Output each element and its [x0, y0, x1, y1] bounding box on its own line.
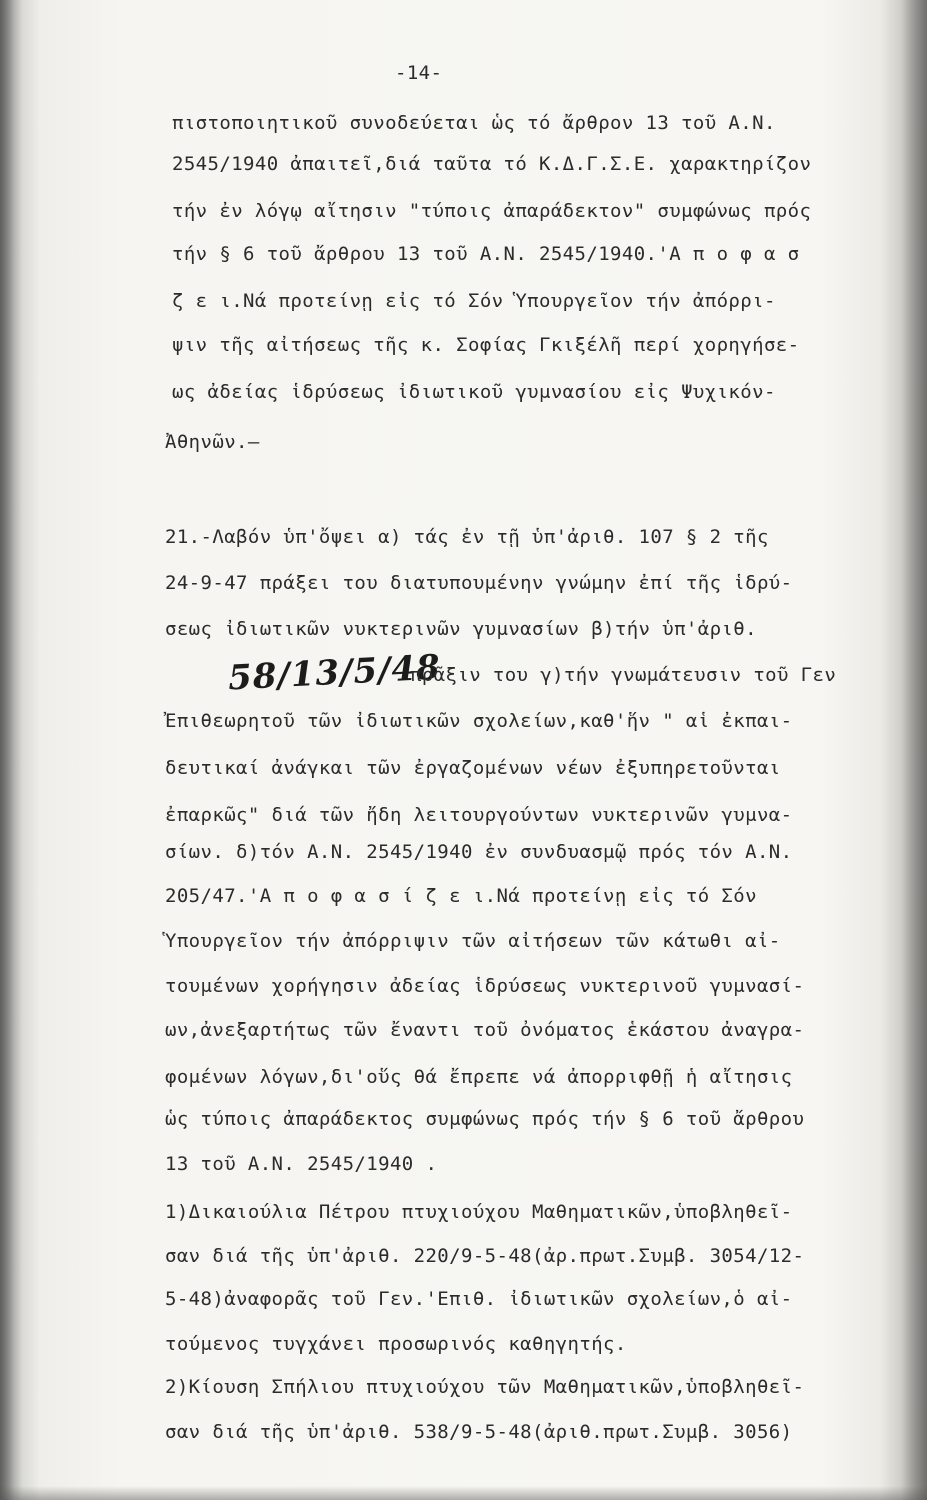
text-line-21: φομένων λόγων,δι'οὕς θά ἔπρεπε νά ἀπορριφθῇ ἡ αἴτησις [165, 1066, 793, 1088]
page-number: -14- [395, 62, 443, 84]
text-line-22: ὡς τύποις ἀπαράδεκτος συμφώνως πρός τήν § 6 τοῦ ἄρθρου [165, 1108, 805, 1130]
text-line-6: ψιν τῆς αἰτήσεως τῆς κ. Σοφίας Γκιξέλῆ περί χορηγήσε- [172, 334, 800, 356]
text-line-16: σίων. δ)τόν Α.Ν. 2545/1940 ἐν συνδυασμῷ πρός τόν Α.Ν. [165, 841, 793, 863]
text-line-26: 5-48)ἀναφορᾶς τοῦ Γεν.'Επιθ. ἰδιωτικῶν σχολείων,ὁ αἰ- [165, 1288, 793, 1310]
text-line-3: τήν ἐν λόγῳ αἴτησιν "τύποις ἀπαράδεκτον" συμφώνως πρός [172, 200, 812, 222]
text-line-19: τουμένων χορήγησιν ἀδείας ἱδρύσεως νυκτερινοῦ γυμνασί- [165, 975, 805, 997]
text-line-1: πιστοποιητικοῦ συνοδεύεται ὡς τό ἄρθρον 13 τοῦ Α.Ν. [172, 112, 776, 134]
text-line-2: 2545/1940 ἀπαιτεῖ,διά ταῦτα τό Κ.Δ.Γ.Σ.Ε. χαρακτηρίζον [172, 153, 812, 175]
text-line-10: 24-9-47 πράξει του διατυπουμένην γνώμην ἐπί τῆς ἱδρύ- [165, 572, 793, 594]
text-line-13: Ἐπιθεωρητοῦ τῶν ἰδιωτικῶν σχολείων,καθ'ἥν " αἱ ἐκπαι- [165, 710, 793, 732]
text-line-14: δευτικαί ἀνάγκαι τῶν ἐργαζομένων νέων ἐξυπηρετοῦνται [165, 757, 781, 779]
scan-shadow-left [0, 0, 22, 1500]
text-line-23: 13 τοῦ Α.Ν. 2545/1940 . [165, 1153, 438, 1175]
scan-shadow-bottom [0, 1486, 927, 1500]
text-line-27: τούμενος τυγχάνει προσωρινός καθηγητής. [165, 1333, 627, 1355]
text-line-25: σαν διά τῆς ὑπ'ἀριθ. 220/9-5-48(ἀρ.πρωτ.Συμβ. 3054/12- [165, 1245, 805, 1267]
text-line-4: τήν § 6 τοῦ ἄρθρου 13 τοῦ Α.Ν. 2545/1940.'Α π ο φ α σ [172, 243, 800, 265]
text-line-24: 1)Δικαιούλια Πέτρου πτυχιούχου Μαθηματικῶν,ὑποβληθεῖ- [165, 1201, 793, 1223]
text-line-7: ως ἀδείας ἱδρύσεως ἰδιωτικοῦ γυμνασίου εἰς Ψυχικόν- [172, 381, 776, 403]
handwritten-date: 58/13/5/48 [227, 647, 442, 699]
text-line-17: 205/47.'Α π ο φ α σ ί ζ ε ι.Νά προτείνῃ εἰς τό Σόν [165, 885, 757, 907]
text-line-5: ζ ε ι.Νά προτείνῃ εἰς τό Σόν Ὑπουργεῖον τήν ἀπόρρι- [172, 290, 776, 312]
text-line-15: ἐπαρκῶς" διά τῶν ἤδη λειτουργούντων νυκτερινῶν γυμνα- [165, 804, 793, 826]
text-line-28: 2)Κίουση Σπήλιου πτυχιούχου τῶν Μαθηματικῶν,ὑποβληθεῖ- [165, 1376, 805, 1398]
text-line-12: πρᾶξιν του γ)τήν γνωμάτευσιν τοῦ Γεν [410, 664, 837, 686]
text-line-29: σαν διά τῆς ὑπ'ἀριθ. 538/9-5-48(ἀριθ.πρωτ.Συμβ. 3056) [165, 1421, 793, 1443]
text-line-20: ων,ἀνεξαρτήτως τῶν ἔναντι τοῦ ὀνόματος ἑκάστου ἀναγρα- [165, 1019, 805, 1041]
text-line-9: 21.-Λαβόν ὑπ'ὄψει α) τάς ἐν τῇ ὑπ'ἀριθ. 107 § 2 τῆς [165, 526, 769, 548]
text-line-11: σεως ἰδιωτικῶν νυκτερινῶν γυμνασίων β)τήν ὑπ'ἀριθ. [165, 618, 757, 640]
text-line-8: Ἀθηνῶν.— [165, 431, 260, 453]
scan-shadow-right [901, 0, 927, 1500]
text-line-18: Ὑπουργεῖον τήν ἀπόρριψιν τῶν αἰτήσεων τῶν κάτωθι αἰ- [165, 930, 781, 952]
